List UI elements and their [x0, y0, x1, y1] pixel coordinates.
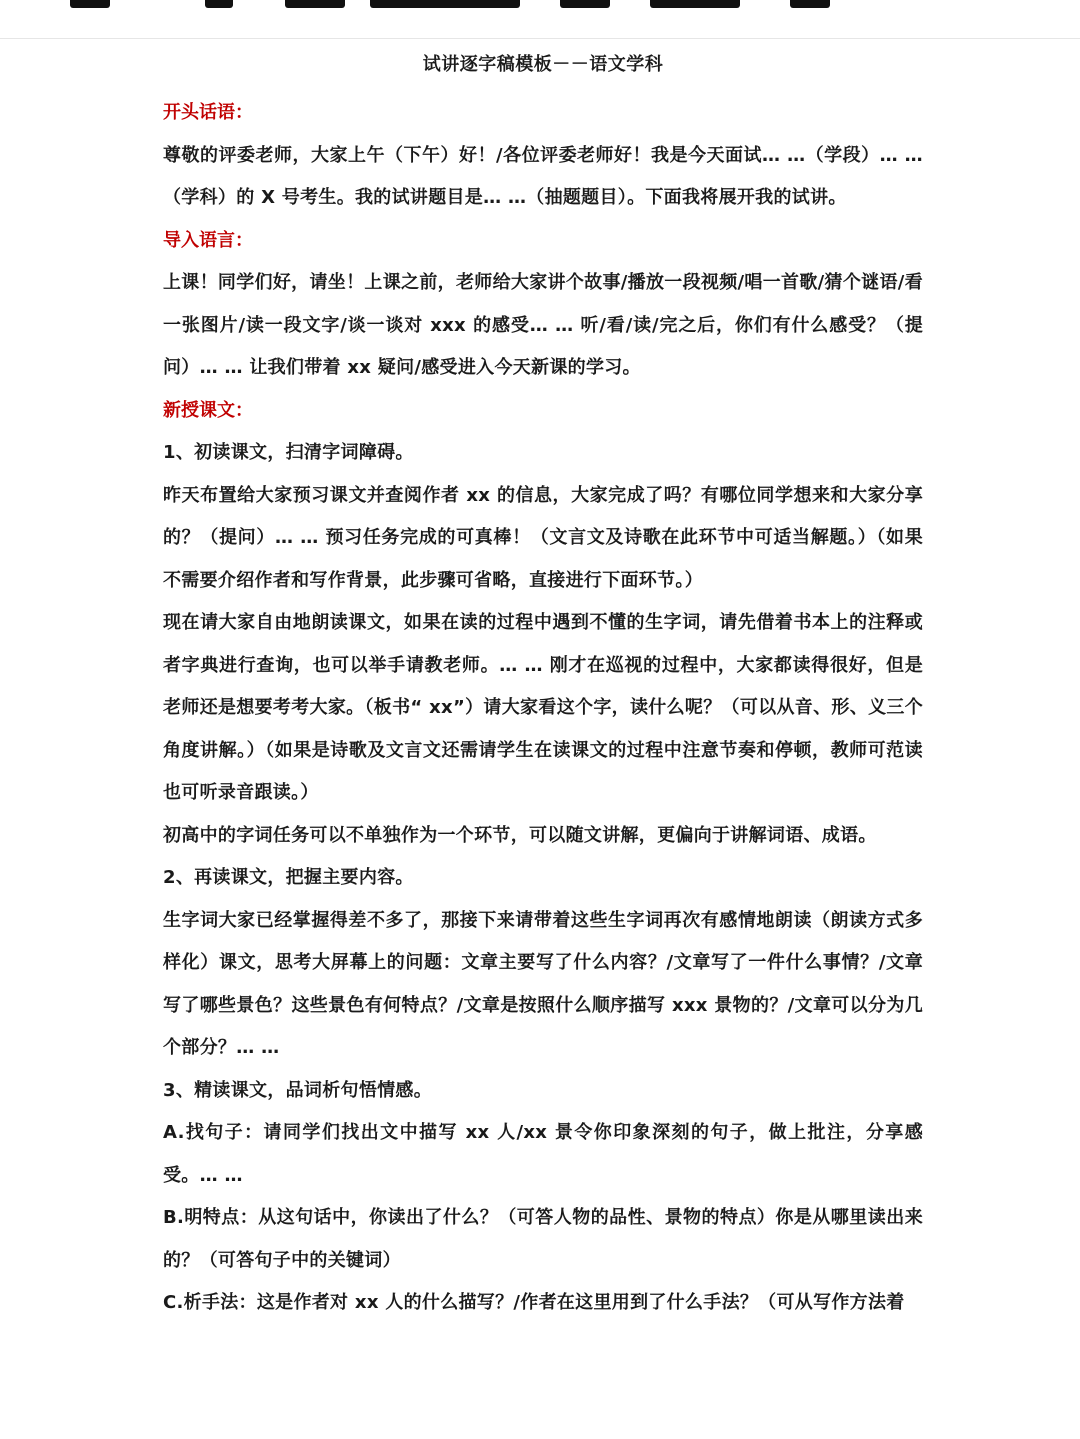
document-title: 试讲逐字稿模板－－语文学科	[422, 54, 664, 75]
section-heading-opening: 开头话语：	[163, 102, 253, 123]
paragraph: 初高中的字词任务可以不单独作为一个环节，可以随文讲解，更偏向于讲解词语、成语。	[163, 824, 877, 846]
section-heading-new-lesson: 新授课文：	[163, 399, 253, 421]
top-cropped-banner	[0, 0, 1080, 36]
step-heading-1: 1、初读课文，扫清字词障碍。	[163, 442, 414, 463]
paragraph: 上课！同学们好，请坐！上课之前，老师给大家讲个故事/播放一段视频/唱一首歌/猜个谜语/看一张图片/读一段文字/谈一谈对 xxx 的感受… … 听/看/读/完之后，你们有什么感受？（提问）… … 让我们带着 xx 疑问/感受进入今天新课的学习。	[163, 272, 923, 378]
section-introduction	[163, 220, 923, 390]
step-heading-2: 2、再读课文，把握主要内容。	[163, 867, 414, 888]
paragraph: 昨天布置给大家预习课文并查阅作者 xx 的信息，大家完成了吗？有哪位同学想来和大家分享的？（提问）… … 预习任务完成的可真棒！（文言文及诗歌在此环节中可适当解题。）（如果不需要介绍作者和写作背景，此步骤可省略，直接进行下面环节。）	[163, 484, 923, 591]
section-new-lesson	[163, 390, 923, 1325]
paragraph: 尊敬的评委老师，大家上午（下午）好！/各位评委老师好！我是今天面试… …（学段）… …（学科）的 X 号考生。我的试讲题目是… …（抽题题目）。下面我将展开我的试讲。	[163, 144, 923, 208]
list-item-a: A.找句子：请同学们找出文中描写 xx 人/xx 景令你印象深刻的句子，做上批注，分享感受。… …	[163, 1122, 923, 1186]
list-item-c: C.析手法：这是作者对 xx 人的什么描写？/作者在这里用到了什么手法？（可从写作方法着	[163, 1292, 905, 1313]
paragraph: 生字词大家已经掌握得差不多了，那接下来请带着这些生字词再次有感情地朗读（朗读方式多样化）课文，思考大屏幕上的问题：文章主要写了什么内容？/文章写了一件什么事情？/文章写了哪些景色？这些景色有何特点？/文章是按照什么顺序描写 xxx 景物的？/文章可以分为几个部分？… …	[163, 909, 923, 1058]
section-opening	[163, 92, 923, 220]
document-page	[163, 50, 923, 1325]
paragraph: 现在请大家自由地朗读课文，如果在读的过程中遇到不懂的生字词，请先借着书本上的注释或者字典进行查询，也可以举手请教老师。… … 刚才在巡视的过程中，大家都读得很好，但是老师还是想要考考大家。（板书“ xx”）请大家看这个字，读什么呢？（可以从音、形、义三个角度讲解。）（如果是诗歌及文言文还需请学生在读课文的过程中注意节奏和停顿，教师可范读也可听录音跟读。）	[163, 612, 923, 803]
step-heading-3: 3、精读课文，品词析句悟情感。	[163, 1079, 433, 1101]
list-item-b: B.明特点：从这句话中，你读出了什么？（可答人物的品性、景物的特点）你是从哪里读出来的？（可答句子中的关键词）	[163, 1207, 923, 1271]
section-heading-introduction: 导入语言：	[163, 229, 253, 251]
top-divider	[0, 38, 1080, 39]
